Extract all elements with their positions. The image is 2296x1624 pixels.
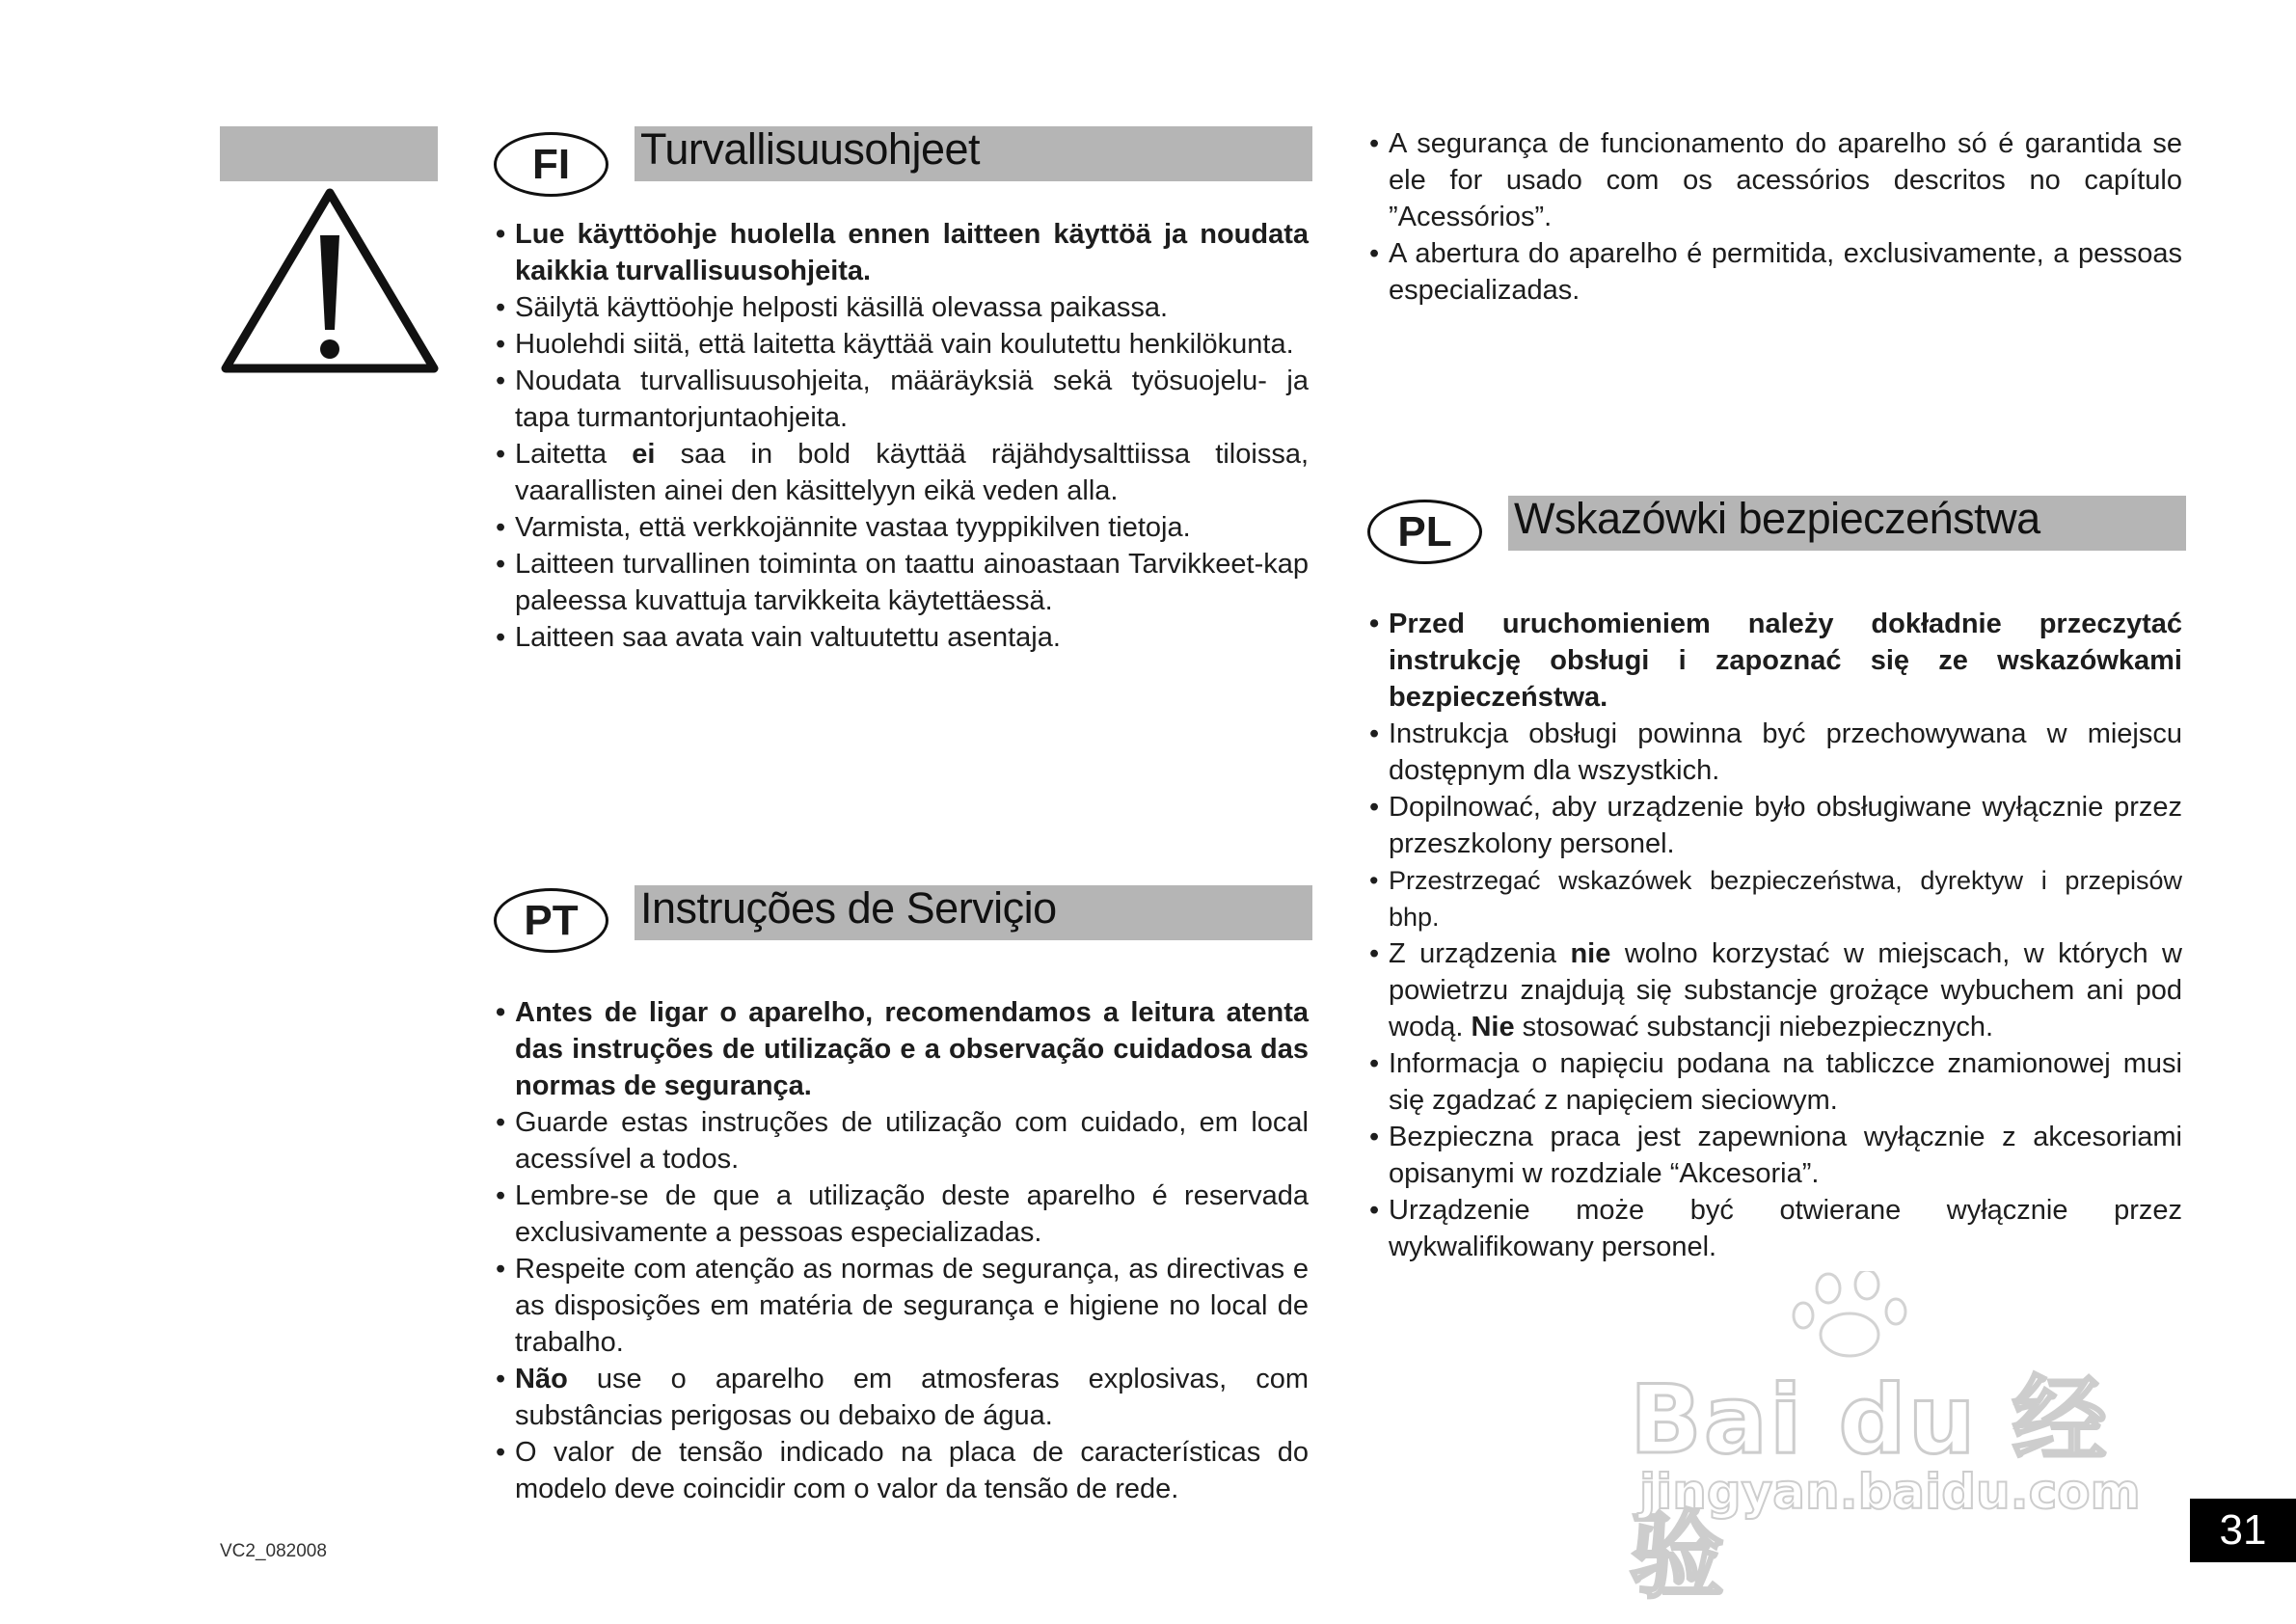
list-item: • Lembre-se de que a utilização deste aparelho é reservada exclusivamente a pessoas especializadas. xyxy=(494,1177,1309,1251)
badge-label: PT xyxy=(524,896,579,944)
heading-text: Turvallisuusohjeet xyxy=(640,124,981,174)
list-item: • Dopilnować, aby urządzenie było obsługiwane wyłącznie przez przeszkolony personel. xyxy=(1367,789,2182,862)
list-item: • A segurança de funcionamento do aparelho só é garantida se ele for usado com os acessórios descritos no capítulo ”Acessórios”. xyxy=(1367,125,2182,235)
heading-text: Wskazówki bezpieczeństwa xyxy=(1514,494,2040,543)
side-gray-bar xyxy=(220,126,438,181)
watermark xyxy=(1630,1271,2170,1611)
page-number: 31 xyxy=(2190,1499,2296,1562)
list-item: • Przestrzegać wskazówek bezpieczeństwa, dyrektyw i przepisów bhp. xyxy=(1367,862,2182,935)
watermark-url: jingyan.baidu.com xyxy=(1639,1464,2141,1520)
badge-label: PL xyxy=(1397,507,1452,555)
watermark-logo: Bai du 经验 xyxy=(1630,1366,2109,1611)
list-item: • Z urządzenia nie wolno korzystać w miejscach, w których w powietrzu znajdują się substancje grożące wybuchem ani pod wodą. Nie stosować substancji niebezpiecznych. xyxy=(1367,935,2182,1045)
list-item: • Varmista, että verkkojännite vastaa tyyppikilven tietoja. xyxy=(494,509,1309,546)
list-item: • Bezpieczna praca jest zapewniona wyłącznie z akcesoriami opisanymi w rozdziale “Akcesoria”. xyxy=(1367,1119,2182,1192)
section-heading-pt xyxy=(635,885,1312,940)
list-item: • O valor de tensão indicado na placa de características do modelo deve coincidir com o valor da tensão de rede. xyxy=(494,1434,1309,1507)
list-item: • Laitetta ei saa in bold käyttää räjähdysalttiissa tiloissa, vaarallisten ainei den käsittelyyn eikä veden alla. xyxy=(494,436,1309,509)
warning-triangle-icon xyxy=(220,185,440,378)
language-badge-pl xyxy=(1367,500,1482,564)
list-item: • Przed uruchomieniem należy dokładnie przeczytać instrukcję obsługi i zapoznać się ze wskazówkami bezpieczeństwa. xyxy=(1367,606,2182,716)
list-item: • Não use o aparelho em atmosferas explosivas, com substâncias perigosas ou debaixo de água. xyxy=(494,1361,1309,1434)
list-item: • Huolehdi siitä, että laitetta käyttää vain koulutettu henkilökunta. xyxy=(494,326,1309,363)
list-item: • Urządzenie może być otwierane wyłącznie przez wykwalifikowany personel. xyxy=(1367,1192,2182,1265)
list-item: • Antes de ligar o aparelho, recomendamos a leitura atenta das instruções de utilização e a observação cuidadosa das normas de segurança. xyxy=(494,994,1309,1104)
list-item: • Guarde estas instruções de utilização com cuidado, em local acessível a todos. xyxy=(494,1104,1309,1177)
section-heading-pl xyxy=(1508,496,2186,551)
safety-list-pl xyxy=(1367,606,2182,1265)
section-heading-fi xyxy=(635,126,1312,181)
safety-list-pt-continued xyxy=(1367,125,2182,309)
list-item: • Laitteen turvallinen toiminta on taattu ainoastaan Tarvikkeet-kap paleessa kuvattuja tarvikkeita käytettäessä. xyxy=(494,546,1309,619)
heading-text: Instruções de Serviçio xyxy=(640,883,1057,933)
safety-list-pt xyxy=(494,994,1309,1507)
language-badge-fi xyxy=(494,132,608,197)
list-item: • A abertura do aparelho é permitida, exclusivamente, a pessoas especializadas. xyxy=(1367,235,2182,309)
list-item: • Lue käyttöohje huolella ennen laitteen käyttöä ja noudata kaikkia turvallisuusohjeita. xyxy=(494,216,1309,289)
list-item: • Informacja o napięciu podana na tabliczce znamionowej musi się zgadzać z napięciem sieciowym. xyxy=(1367,1045,2182,1119)
badge-label: FI xyxy=(531,140,571,188)
list-item: • Säilytä käyttöohje helposti käsillä olevassa paikassa. xyxy=(494,289,1309,326)
language-badge-pt xyxy=(494,888,608,953)
safety-list-fi xyxy=(494,216,1309,656)
list-item: • Laitteen saa avata vain valtuutettu asentaja. xyxy=(494,619,1309,656)
list-item: • Respeite com atenção as normas de segurança, as directivas e as disposições em matéria de segurança e higiene no local de trabalho. xyxy=(494,1251,1309,1361)
document-code: VC2_082008 xyxy=(220,1541,327,1561)
list-item: • Instrukcja obsługi powinna być przechowywana w miejscu dostępnym dla wszystkich. xyxy=(1367,716,2182,789)
list-item: • Noudata turvallisuusohjeita, määräyksiä sekä työsuojelu- ja tapa turmantorjuntaohjeita. xyxy=(494,363,1309,436)
